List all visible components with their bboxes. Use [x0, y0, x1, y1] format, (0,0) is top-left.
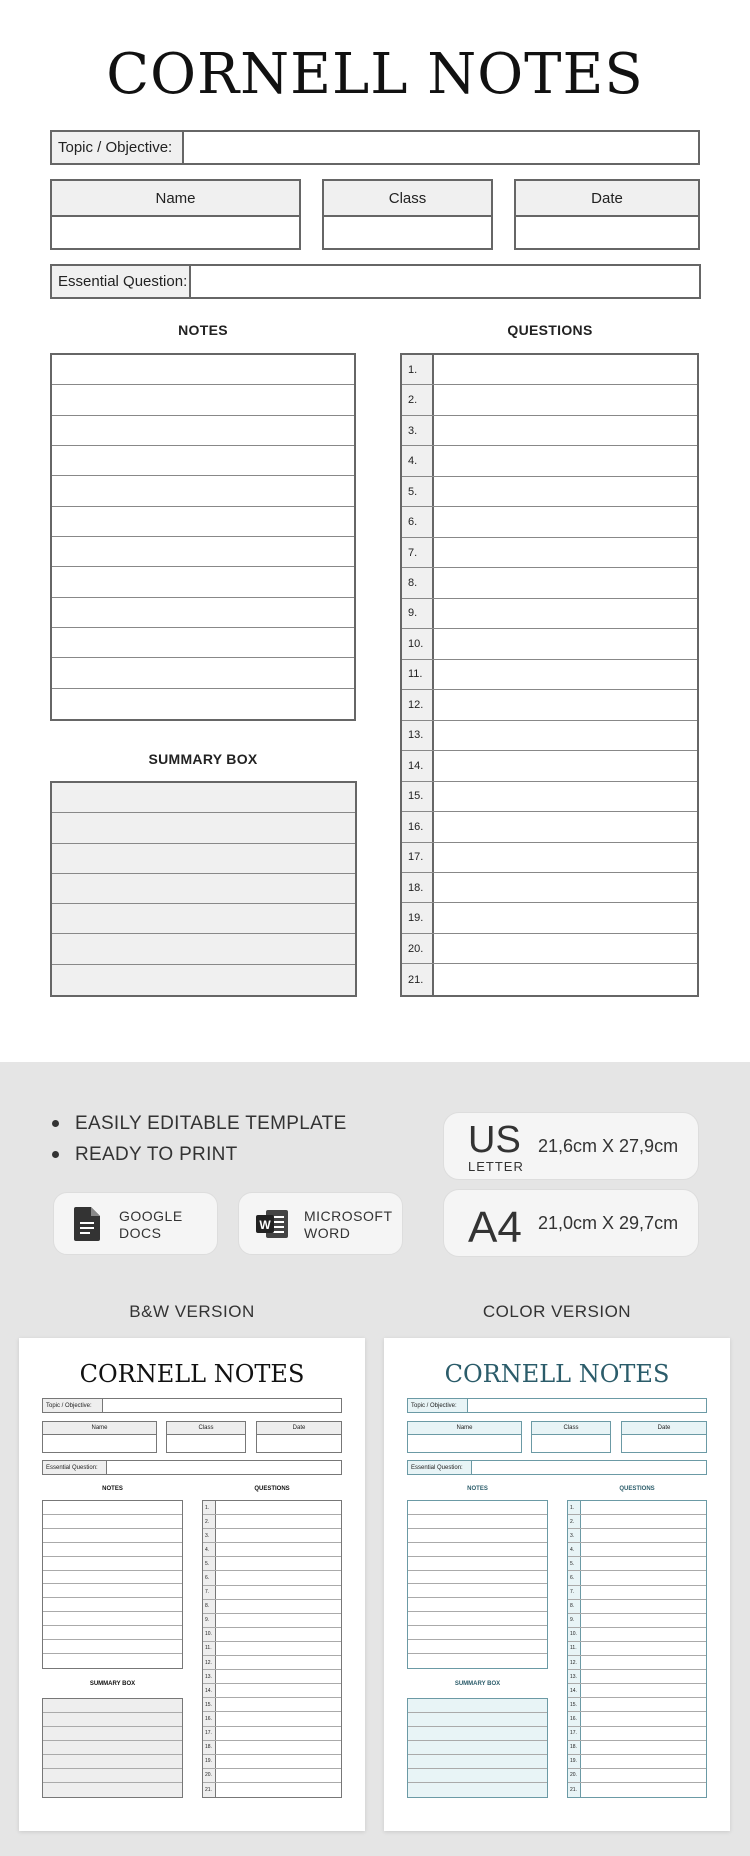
thumb-question-number: 14. [203, 1684, 216, 1697]
thumb-question-row [568, 1727, 706, 1741]
thumb-question-number: 8. [568, 1600, 581, 1613]
thumb-ruled-line [408, 1571, 547, 1585]
bullet-icon [52, 1151, 59, 1158]
ruled-line[interactable] [52, 355, 354, 385]
thumb-ruled-line [408, 1783, 547, 1797]
thumb-question-row [203, 1614, 341, 1628]
ruled-line[interactable] [52, 598, 354, 628]
thumb-question-row [568, 1586, 706, 1600]
thumb-question-number: 11. [203, 1642, 216, 1655]
thumb-question-number: 17. [568, 1727, 581, 1740]
thumb-ruled-line [43, 1584, 182, 1598]
thumb-ruled-line [43, 1713, 182, 1727]
thumb-title: CORNELL NOTES [444, 1360, 670, 1388]
a4-badge [443, 1189, 699, 1257]
feature-item [52, 1139, 347, 1170]
thumb-question-number: 7. [203, 1586, 216, 1599]
thumb-question-number: 15. [568, 1698, 581, 1711]
question-row[interactable] [402, 416, 697, 446]
thumb-ruled-line [43, 1612, 182, 1626]
thumb-question-number: 10. [203, 1628, 216, 1641]
thumb-question-row [203, 1670, 341, 1684]
thumb-question-row [568, 1571, 706, 1585]
question-line[interactable] [434, 751, 697, 780]
question-line[interactable] [434, 934, 697, 963]
question-line[interactable] [434, 477, 697, 506]
thumb-summary-area [407, 1698, 548, 1798]
feature-item [52, 1108, 347, 1139]
thumb-question-number: 7. [568, 1586, 581, 1599]
thumb-question-number: 6. [203, 1571, 216, 1584]
thumb-ruled-line [43, 1626, 182, 1640]
thumb-essential-field [407, 1460, 707, 1475]
question-number: 5. [402, 477, 434, 506]
thumb-essential-field [42, 1460, 342, 1475]
summary-area[interactable] [50, 781, 357, 997]
thumb-question-number: 20. [568, 1769, 581, 1782]
thumb-question-row [568, 1614, 706, 1628]
thumb-question-number: 13. [203, 1670, 216, 1683]
questions-area[interactable] [400, 353, 699, 997]
thumb-ruled-line [408, 1584, 547, 1598]
thumb-question-row [203, 1557, 341, 1571]
thumb-question-number: 8. [203, 1600, 216, 1613]
thumb-question-row [568, 1712, 706, 1726]
thumb-question-number: 2. [568, 1515, 581, 1528]
ruled-line[interactable] [52, 904, 355, 934]
question-row[interactable] [402, 873, 697, 903]
ruled-line[interactable] [52, 446, 354, 476]
thumb-date-field [621, 1421, 707, 1453]
thumb-question-number: 5. [203, 1557, 216, 1570]
ruled-line[interactable] [52, 416, 354, 446]
question-line[interactable] [434, 446, 697, 475]
thumb-question-number: 16. [568, 1712, 581, 1725]
question-number: 12. [402, 690, 434, 719]
question-row[interactable] [402, 903, 697, 933]
thumb-question-number: 11. [568, 1642, 581, 1655]
thumb-topic-field [407, 1398, 707, 1413]
thumb-summary-heading: SUMMARY BOX [454, 1681, 501, 1687]
question-number: 7. [402, 538, 434, 567]
question-number: 14. [402, 751, 434, 780]
question-row[interactable] [402, 782, 697, 812]
thumb-ruled-line [43, 1571, 182, 1585]
thumb-question-row [203, 1656, 341, 1670]
thumb-essential-label: Essential Question: [43, 1461, 107, 1474]
ruled-line[interactable] [52, 567, 354, 597]
thumb-ruled-line [408, 1626, 547, 1640]
essential-question-field[interactable] [50, 264, 701, 299]
ruled-line[interactable] [52, 934, 355, 964]
question-row[interactable] [402, 843, 697, 873]
thumb-question-row [203, 1586, 341, 1600]
topic-field[interactable] [50, 130, 700, 165]
question-line[interactable] [434, 903, 697, 932]
thumb-question-number: 5. [568, 1557, 581, 1570]
class-label: Class [324, 181, 491, 217]
color-version-label: COLOR VERSION [482, 1302, 632, 1321]
thumb-name-field [42, 1421, 157, 1453]
thumb-ruled-line [43, 1557, 182, 1571]
summary-heading: SUMMARY BOX [148, 751, 258, 767]
thumb-question-number: 3. [203, 1529, 216, 1542]
ruled-line[interactable] [52, 507, 354, 537]
thumb-question-row [203, 1684, 341, 1698]
thumb-ruled-line [408, 1769, 547, 1783]
thumb-question-number: 19. [568, 1755, 581, 1768]
thumb-ruled-line [408, 1755, 547, 1769]
thumb-question-row [568, 1656, 706, 1670]
thumb-ruled-line [408, 1699, 547, 1713]
thumb-question-number: 12. [568, 1656, 581, 1669]
thumb-ruled-line [43, 1640, 182, 1654]
google-docs-badge [53, 1192, 218, 1255]
a4-label: A4 [468, 1203, 522, 1252]
us-letter-badge [443, 1112, 699, 1180]
thumb-question-number: 21. [203, 1783, 216, 1797]
thumb-question-row [568, 1600, 706, 1614]
thumb-class-field [531, 1421, 611, 1453]
thumb-question-number: 4. [203, 1543, 216, 1556]
thumb-ruled-line [408, 1741, 547, 1755]
thumb-question-number: 16. [203, 1712, 216, 1725]
question-number: 18. [402, 873, 434, 902]
thumb-ruled-line [408, 1612, 547, 1626]
thumb-question-row [203, 1515, 341, 1529]
thumb-topic-field [42, 1398, 342, 1413]
thumb-ruled-line [43, 1727, 182, 1741]
thumb-ruled-line [43, 1769, 182, 1783]
thumb-questions-area [567, 1500, 707, 1798]
question-row[interactable] [402, 599, 697, 629]
question-row[interactable] [402, 385, 697, 415]
thumb-question-number: 20. [203, 1769, 216, 1782]
question-number: 4. [402, 446, 434, 475]
thumb-question-row [203, 1501, 341, 1515]
thumb-question-number: 3. [568, 1529, 581, 1542]
thumb-question-row [568, 1642, 706, 1656]
bw-version-label: B&W VERSION [129, 1302, 255, 1321]
us-label: US [468, 1119, 521, 1161]
question-number: 1. [402, 355, 434, 384]
thumb-question-row [568, 1628, 706, 1642]
thumb-ruled-line [408, 1598, 547, 1612]
question-row[interactable] [402, 446, 697, 476]
class-field[interactable] [322, 179, 493, 250]
thumb-class-field [166, 1421, 246, 1453]
ruled-line[interactable] [52, 476, 354, 506]
thumb-date-label: Date [257, 1422, 341, 1435]
thumb-question-number: 10. [568, 1628, 581, 1641]
question-row[interactable] [402, 477, 697, 507]
letter-label: LETTER [468, 1159, 524, 1174]
thumb-question-number: 14. [568, 1684, 581, 1697]
bw-version-preview [19, 1338, 365, 1831]
thumb-ruled-line [408, 1543, 547, 1557]
thumb-questions-area [202, 1500, 342, 1798]
question-number: 17. [402, 843, 434, 872]
thumb-name-label: Name [408, 1422, 521, 1435]
thumb-name-field [407, 1421, 522, 1453]
question-line[interactable] [434, 660, 697, 689]
thumb-question-number: 18. [203, 1741, 216, 1754]
google-docs-icon [74, 1207, 100, 1241]
thumb-question-row [568, 1670, 706, 1684]
thumb-ruled-line [43, 1501, 182, 1515]
thumb-ruled-line [408, 1515, 547, 1529]
thumb-question-number: 15. [203, 1698, 216, 1711]
thumb-question-row [568, 1698, 706, 1712]
question-line[interactable] [434, 964, 697, 994]
feature-text: READY TO PRINT [75, 1143, 238, 1165]
thumb-notes-area [42, 1500, 183, 1669]
thumb-question-row [568, 1741, 706, 1755]
question-number: 11. [402, 660, 434, 689]
question-row[interactable] [402, 812, 697, 842]
question-row[interactable] [402, 934, 697, 964]
thumb-topic-label: Topic / Objective: [408, 1399, 468, 1412]
question-number: 16. [402, 812, 434, 841]
question-line[interactable] [434, 355, 697, 384]
question-number: 19. [402, 903, 434, 932]
notes-heading: NOTES [178, 322, 228, 338]
thumb-class-label: Class [167, 1422, 245, 1435]
question-number: 8. [402, 568, 434, 597]
thumb-question-row [203, 1543, 341, 1557]
thumb-question-number: 17. [203, 1727, 216, 1740]
ruled-line[interactable] [52, 628, 354, 658]
question-line[interactable] [434, 416, 697, 445]
thumb-summary-area [42, 1698, 183, 1798]
question-line[interactable] [434, 782, 697, 811]
thumb-summary-heading: SUMMARY BOX [89, 1681, 136, 1687]
thumb-essential-label: Essential Question: [408, 1461, 472, 1474]
thumb-questions-heading: QUESTIONS [254, 1486, 290, 1492]
thumb-question-row [568, 1783, 706, 1797]
thumb-name-label: Name [43, 1422, 156, 1435]
thumb-question-row [203, 1628, 341, 1642]
thumb-ruled-line [43, 1543, 182, 1557]
question-line[interactable] [434, 873, 697, 902]
question-number: 2. [402, 385, 434, 414]
thumb-topic-label: Topic / Objective: [43, 1399, 103, 1412]
ruled-line[interactable] [52, 965, 355, 995]
thumb-question-row [203, 1712, 341, 1726]
thumb-ruled-line [43, 1741, 182, 1755]
color-version-preview [384, 1338, 730, 1831]
thumb-notes-area [407, 1500, 548, 1669]
thumb-question-row [568, 1755, 706, 1769]
question-line[interactable] [434, 385, 697, 414]
bullet-icon [52, 1120, 59, 1127]
thumb-ruled-line [408, 1529, 547, 1543]
microsoft-word-icon [256, 1208, 290, 1240]
thumb-question-number: 21. [568, 1783, 581, 1797]
thumb-ruled-line [408, 1640, 547, 1654]
thumb-question-row [568, 1501, 706, 1515]
ruled-line[interactable] [52, 658, 354, 688]
question-row[interactable] [402, 538, 697, 568]
feature-list [52, 1108, 347, 1170]
question-number: 21. [402, 964, 434, 994]
thumb-question-row [203, 1769, 341, 1783]
us-dimensions: 21,6cm X 27,9cm [538, 1136, 679, 1156]
thumb-notes-heading: NOTES [102, 1486, 123, 1492]
question-number: 20. [402, 934, 434, 963]
question-row[interactable] [402, 690, 697, 720]
thumb-question-number: 9. [568, 1614, 581, 1627]
thumb-notes-heading: NOTES [467, 1486, 488, 1492]
ruled-line[interactable] [52, 537, 354, 567]
date-field[interactable] [514, 179, 700, 250]
thumb-question-number: 1. [203, 1501, 216, 1514]
thumb-question-row [568, 1515, 706, 1529]
date-label: Date [516, 181, 698, 217]
thumb-question-number: 13. [568, 1670, 581, 1683]
questions-heading: QUESTIONS [507, 322, 593, 338]
thumb-question-number: 12. [203, 1656, 216, 1669]
question-row[interactable] [402, 355, 697, 385]
thumb-question-number: 4. [568, 1543, 581, 1556]
question-line[interactable] [434, 690, 697, 719]
thumb-ruled-line [43, 1529, 182, 1543]
name-label: Name [52, 181, 299, 217]
question-line[interactable] [434, 812, 697, 841]
question-number: 3. [402, 416, 434, 445]
thumb-question-row [568, 1769, 706, 1783]
thumb-question-row [203, 1741, 341, 1755]
question-row[interactable] [402, 751, 697, 781]
thumb-question-row [203, 1642, 341, 1656]
thumb-class-label: Class [532, 1422, 610, 1435]
thumb-question-row [203, 1600, 341, 1614]
question-line[interactable] [434, 599, 697, 628]
question-line[interactable] [434, 538, 697, 567]
ruled-line[interactable] [52, 689, 354, 719]
thumb-ruled-line [408, 1501, 547, 1515]
thumb-question-number: 2. [203, 1515, 216, 1528]
question-line[interactable] [434, 507, 697, 536]
ruled-line[interactable] [52, 813, 355, 843]
thumb-ruled-line [408, 1557, 547, 1571]
question-number: 15. [402, 782, 434, 811]
thumb-date-field [256, 1421, 342, 1453]
thumb-question-number: 1. [568, 1501, 581, 1514]
thumb-question-row [203, 1698, 341, 1712]
svg-text:W: W [259, 1218, 271, 1232]
a4-dimensions: 21,0cm X 29,7cm [538, 1213, 679, 1233]
question-row[interactable] [402, 507, 697, 537]
microsoft-word-badge [238, 1192, 403, 1255]
thumb-question-row [568, 1543, 706, 1557]
question-number: 6. [402, 507, 434, 536]
question-line[interactable] [434, 629, 697, 658]
thumb-question-row [203, 1783, 341, 1797]
thumb-question-number: 19. [203, 1755, 216, 1768]
topic-label: Topic / Objective: [52, 132, 184, 163]
thumb-question-number: 18. [568, 1741, 581, 1754]
thumb-ruled-line [408, 1654, 547, 1668]
thumb-ruled-line [408, 1713, 547, 1727]
essential-question-label: Essential Question: [52, 266, 191, 297]
thumb-title: CORNELL NOTES [79, 1360, 305, 1388]
question-row[interactable] [402, 660, 697, 690]
thumb-ruled-line [43, 1699, 182, 1713]
question-number: 13. [402, 721, 434, 750]
question-line[interactable] [434, 721, 697, 750]
thumb-question-row [203, 1727, 341, 1741]
thumb-ruled-line [43, 1755, 182, 1769]
question-row[interactable] [402, 629, 697, 659]
thumb-ruled-line [43, 1598, 182, 1612]
notes-area[interactable] [50, 353, 356, 721]
thumb-date-label: Date [622, 1422, 706, 1435]
ruled-line[interactable] [52, 385, 354, 415]
question-row[interactable] [402, 568, 697, 598]
thumb-question-number: 6. [568, 1571, 581, 1584]
question-row[interactable] [402, 964, 697, 994]
thumb-ruled-line [43, 1783, 182, 1797]
thumb-ruled-line [43, 1515, 182, 1529]
thumb-question-row [203, 1755, 341, 1769]
ruled-line[interactable] [52, 874, 355, 904]
question-number: 9. [402, 599, 434, 628]
name-field[interactable] [50, 179, 301, 250]
thumb-ruled-line [43, 1654, 182, 1668]
thumb-question-number: 9. [203, 1614, 216, 1627]
thumb-question-row [203, 1571, 341, 1585]
question-line[interactable] [434, 568, 697, 597]
thumb-question-row [568, 1557, 706, 1571]
ruled-line[interactable] [52, 783, 355, 813]
microsoft-word-label: MICROSOFT WORD [304, 1208, 393, 1241]
thumb-question-row [568, 1529, 706, 1543]
thumb-question-row [203, 1529, 341, 1543]
google-docs-label: GOOGLE DOCS [119, 1208, 183, 1241]
thumb-ruled-line [408, 1727, 547, 1741]
ruled-line[interactable] [52, 844, 355, 874]
question-number: 10. [402, 629, 434, 658]
page-title: CORNELL NOTES [106, 42, 644, 107]
thumb-questions-heading: QUESTIONS [619, 1486, 655, 1492]
thumb-question-row [568, 1684, 706, 1698]
question-line[interactable] [434, 843, 697, 872]
question-row[interactable] [402, 721, 697, 751]
feature-text: EASILY EDITABLE TEMPLATE [75, 1112, 347, 1134]
